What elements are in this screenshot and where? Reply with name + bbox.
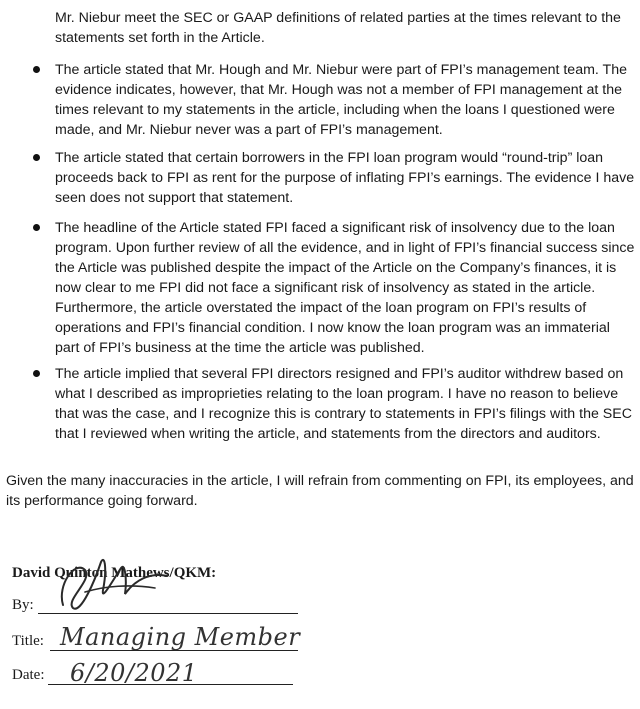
signature-block bbox=[0, 555, 640, 705]
title-label: Title: bbox=[12, 633, 44, 649]
by-line bbox=[38, 613, 298, 614]
title-handwritten: Managing Member bbox=[60, 623, 301, 651]
bullet-text: The article stated that certain borrowers in the FPI loan program would “round-trip” loan proceeds back to FPI as rent for the purpose of inflating FPI’s earnings. The evidence I have seen does not support that statement. bbox=[55, 150, 635, 206]
bullet-icon bbox=[33, 66, 40, 73]
bullet-text: The article stated that Mr. Hough and Mr. Niebur were part of FPI’s management team. The evidence indicates, however, that Mr. Hough was not a member of FPI management at the times relevant to my statements in the article, including when the loans I questioned were made, and Mr. Niebur never was a part of FPI’s management. bbox=[55, 62, 627, 138]
handwritten-signature bbox=[55, 550, 175, 620]
by-label: By: bbox=[12, 597, 34, 613]
conclusion-paragraph: Given the many inaccuracies in the article, I will refrain from commenting on FPI, its employees, and its performance going forward. bbox=[6, 473, 634, 509]
date-handwritten: 6/20/2021 bbox=[70, 659, 198, 687]
date-label: Date: bbox=[12, 667, 45, 683]
bullet-text: The article implied that several FPI directors resigned and FPI’s auditor withdrew based on what I described as improprieties relating to the loan program. I have no reason to believe that was the case, and I recognize this is contrary to statements in FPI’s filings with the SEC that I reviewed when writing the article, and statements from the directors and auditors. bbox=[55, 366, 632, 442]
continuation-paragraph: Mr. Niebur meet the SEC or GAAP definitions of related parties at the times relevant to the statements set forth in the Article. bbox=[55, 10, 621, 46]
bullet-text: The headline of the Article stated FPI faced a significant risk of insolvency due to the loan program. Upon further review of all the evidence, and in light of FPI’s financial success since the Article was published despite the impact of the Article on the Company’s finances, it is now clear to me FPI did not face a significant risk of insolvency as stated in the article. Furthermore, the article overstated the impact of the loan program on FPI’s results of operations and FPI’s financial condition. I now know the loan program was an immaterial part of FPI’s business at the time the article was published. bbox=[55, 220, 635, 356]
bullet-icon bbox=[33, 154, 40, 161]
bullet-icon bbox=[33, 224, 40, 231]
signatory-name: David Quinton Mathews/QKM: bbox=[12, 565, 217, 581]
bullet-icon bbox=[33, 370, 40, 377]
